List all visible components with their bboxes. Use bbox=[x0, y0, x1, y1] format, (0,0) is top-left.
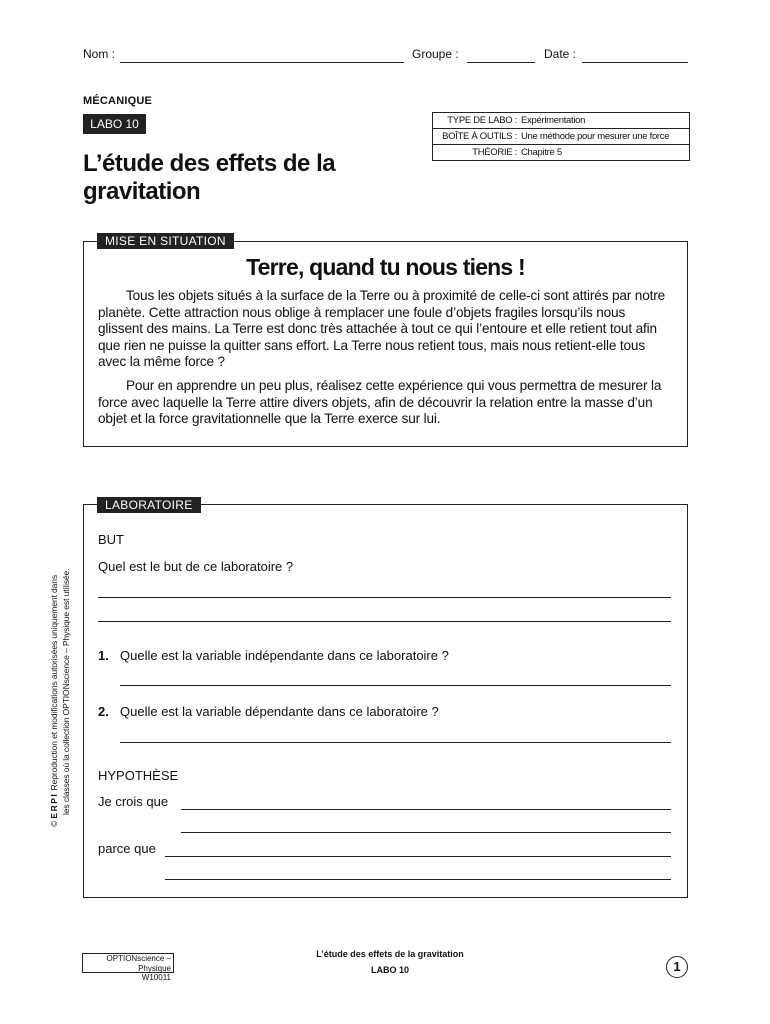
situation-paragraph-1-text: Tous les objets situés à la surface de la Terre ou à proximité de celle-ci sont attirés par notre planète. Cette attraction nous oblige à remplacer une foule d’objets fragiles lorsqu’ils nous glissent des mains. La Terre est donc très attachée à tout ce qui l’entoure et elle retient tout afin que rien ne puisse la quitter sans effort. La Terre nous retient tous, mais nous retient-elle tous avec la même force ? bbox=[98, 288, 666, 369]
info-theory-label: THÉORIE : bbox=[472, 147, 517, 158]
copyright-note bbox=[48, 537, 74, 827]
because-label: parce que bbox=[98, 841, 156, 856]
hypothesis-heading: HYPOTHÈSE bbox=[98, 768, 179, 783]
date-field-line[interactable] bbox=[582, 62, 688, 63]
goal-heading: BUT bbox=[98, 532, 124, 547]
question-1-number: 1. bbox=[98, 648, 109, 663]
question-2-number: 2. bbox=[98, 704, 109, 719]
lab-tag: LABORATOIRE bbox=[97, 497, 201, 513]
publisher-brand: ERPI bbox=[49, 792, 59, 819]
info-tools-label: BOÎTE À OUTILS : bbox=[442, 131, 517, 142]
situation-tag: MISE EN SITUATION bbox=[97, 233, 234, 249]
collection-box bbox=[82, 953, 174, 982]
name-label: Nom : bbox=[83, 47, 116, 61]
belief-label: Je crois que bbox=[98, 794, 169, 809]
copyright-symbol: © bbox=[49, 820, 59, 827]
situation-paragraph-2 bbox=[98, 378, 673, 428]
footer-title: L’étude des effets de la gravitation bbox=[316, 949, 464, 959]
copyright-line-1 bbox=[48, 537, 60, 827]
product-code: W10011 bbox=[141, 973, 171, 982]
name-field-line[interactable] bbox=[120, 62, 404, 63]
goal-answer-line-2[interactable] bbox=[98, 621, 671, 622]
goal-answer-line-1[interactable] bbox=[98, 597, 671, 598]
because-answer-line-2[interactable] bbox=[165, 879, 671, 880]
situation-paragraph-2-text: Pour en apprendre un peu plus, réalisez cette expérience qui vous permettra de mesurer la force avec laquelle la Terre attire divers objets, afin de découvrir la relation entre la masse d’un objet et la force gravitationnelle que la Terre exerce sur lui. bbox=[98, 378, 662, 426]
situation-heading: Terre, quand tu nous tiens ! bbox=[246, 254, 525, 280]
page-title: L’étude des effets de la gravitation bbox=[83, 150, 336, 205]
group-label: Groupe : bbox=[412, 47, 459, 61]
question-1-text: Quelle est la variable indépendante dans ce laboratoire ? bbox=[120, 648, 449, 663]
belief-answer-line-1[interactable] bbox=[181, 809, 671, 810]
belief-answer-line-2[interactable] bbox=[181, 832, 671, 833]
question-2-answer-line[interactable] bbox=[120, 742, 671, 743]
because-answer-line-1[interactable] bbox=[165, 856, 671, 857]
date-label: Date : bbox=[544, 47, 577, 61]
info-theory-value: Chapitre 5 bbox=[521, 147, 562, 158]
footer-labo: LABO 10 bbox=[370, 965, 409, 975]
section-label: MÉCANIQUE bbox=[83, 95, 153, 107]
question-1-answer-line[interactable] bbox=[120, 685, 671, 686]
group-field-line[interactable] bbox=[467, 62, 535, 63]
collection-name: OPTIONscience – Physique bbox=[106, 954, 171, 973]
info-row-type bbox=[433, 113, 689, 129]
info-tools-value: Une méthode pour mesurer une force bbox=[521, 131, 670, 142]
info-row-tools bbox=[433, 129, 689, 145]
info-row-theory bbox=[433, 145, 689, 160]
copyright-text-2: les classes où la collection OPTIONscience – Physique est utilisée. bbox=[61, 568, 71, 815]
copyright-text-1: Reproduction et modifications autorisées uniquement dans bbox=[49, 574, 59, 791]
situation-paragraph-1 bbox=[98, 288, 673, 371]
info-type-label: TYPE DE LABO : bbox=[447, 115, 517, 126]
labo-badge: LABO 10 bbox=[83, 114, 146, 134]
page-number: 1 bbox=[666, 956, 688, 978]
info-type-value: Expérimentation bbox=[521, 115, 586, 126]
lab-info-table bbox=[432, 112, 690, 161]
situation-box bbox=[83, 241, 688, 447]
goal-question: Quel est le but de ce laboratoire ? bbox=[98, 559, 294, 574]
question-2-text: Quelle est la variable dépendante dans ce laboratoire ? bbox=[120, 704, 439, 719]
